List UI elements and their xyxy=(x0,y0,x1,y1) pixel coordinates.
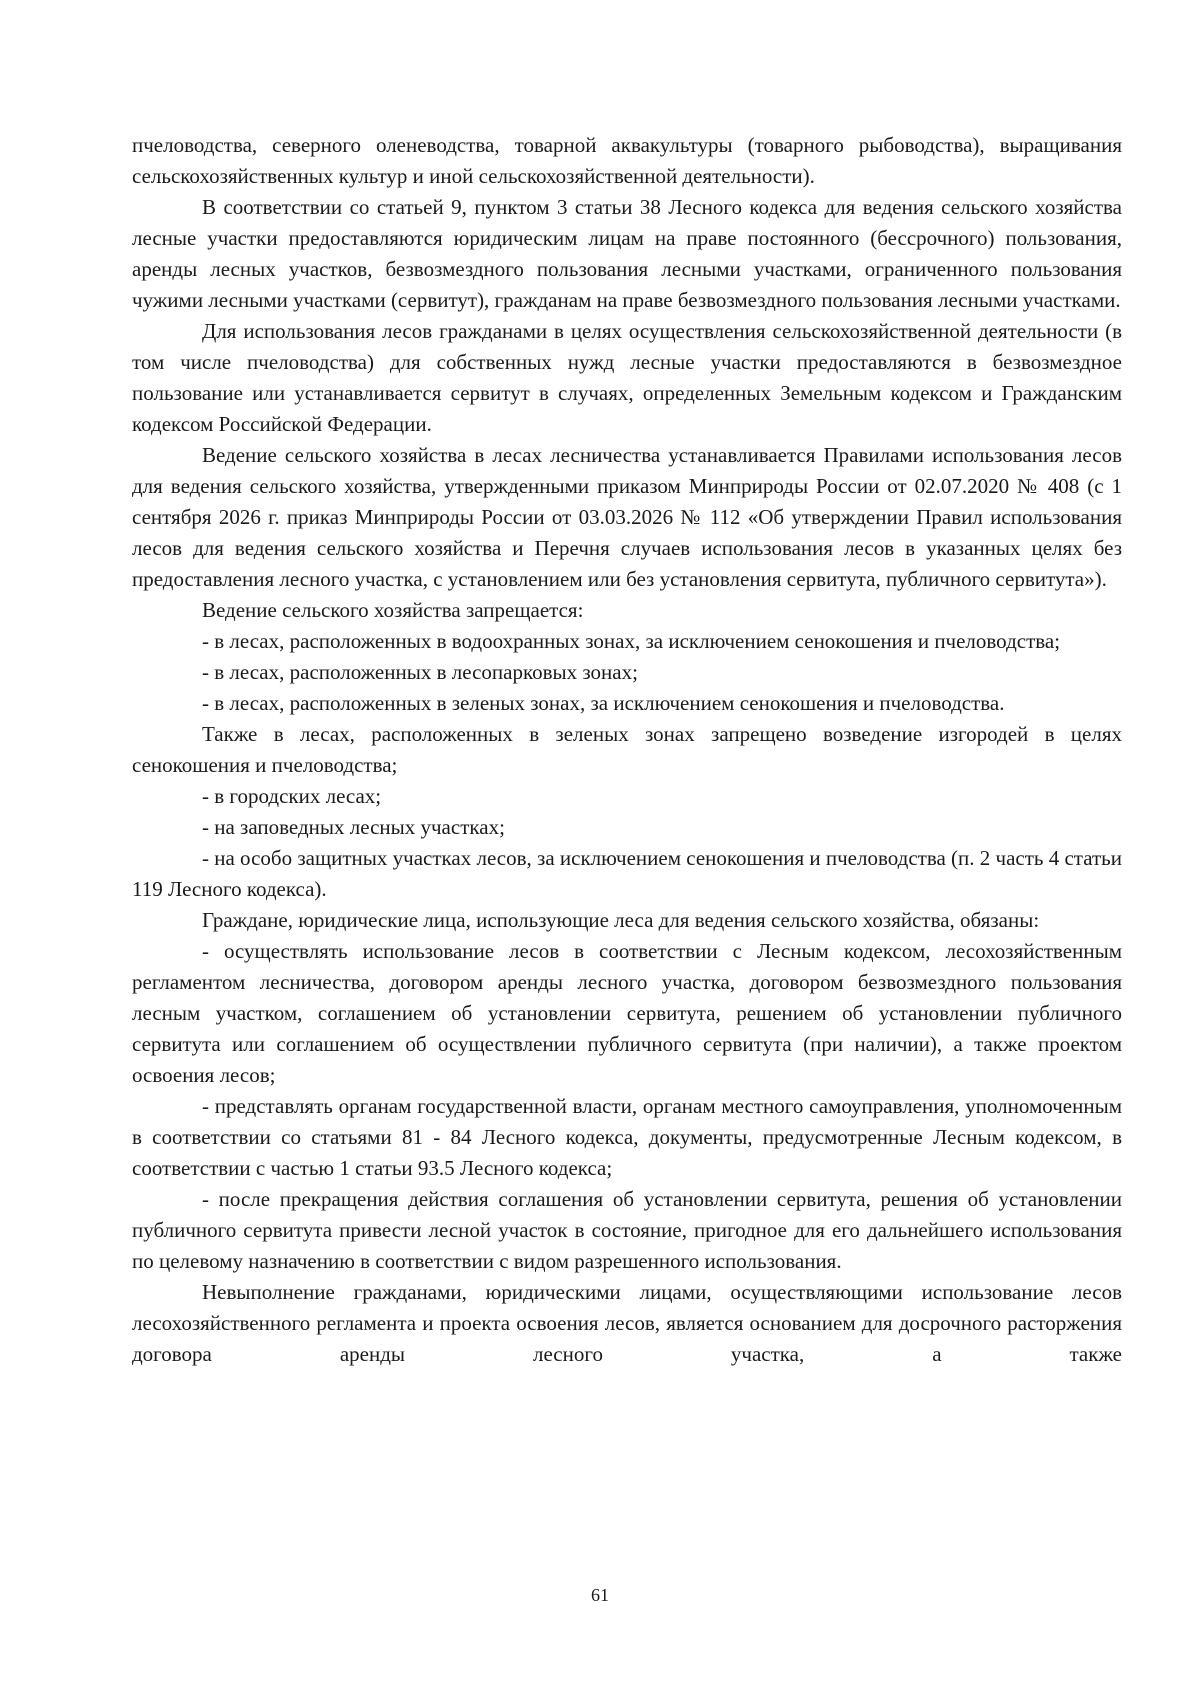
list-item: - в лесах, расположенных в зеленых зонах, за исключением сенокошения и пчеловодства. xyxy=(202,691,1005,715)
list-item: - представлять органам государственной власти, органам местного самоуправления, уполномоченным в соответствии со статьями 81 - 84 Лесного кодекса, документы, предусмотренные Лесным кодексом, в соответствии с частью 1 статьи 93.5 Лесного кодекса; xyxy=(132,1094,1122,1180)
page-number: 61 xyxy=(591,1585,609,1605)
list-item: - после прекращения действия соглашения об установлении сервитута, решения об установлении публичного сервитута привести лесной участок в состояние, пригодное для его дальнейшего использования по целевому назначению в соответствии с видом разрешенного использования. xyxy=(132,1187,1122,1273)
paragraph-5: Ведение сельского хозяйства запрещается: xyxy=(202,598,584,622)
paragraph-13: Граждане, юридические лица, использующие леса для ведения сельского хозяйства, обязаны: xyxy=(202,908,1040,932)
document-body xyxy=(132,130,1122,1370)
list-item: - осуществлять использование лесов в соответствии с Лесным кодексом, лесохозяйственным регламентом лесничества, договором аренды лесного участка, договором безвозмездного пользования лесным участком, соглашением об установлении сервитута, решением об установлении публичного сервитута или соглашением об осуществлении публичного сервитута (при наличии), а также проектом освоения лесов; xyxy=(132,939,1122,1087)
list-item: - на особо защитных участках лесов, за исключением сенокошения и пчеловодства (п. 2 часть 4 статьи 119 Лесного кодекса). xyxy=(132,846,1123,901)
list-item: - в лесах, расположенных в водоохранных зонах, за исключением сенокошения и пчеловодства; xyxy=(202,629,1061,653)
list-item: - в городских лесах; xyxy=(202,784,382,808)
paragraph-9: Также в лесах, расположенных в зеленых зонах запрещено возведение изгородей в целях сенокошения и пчеловодства; xyxy=(132,722,1122,777)
paragraph-17: Невыполнение гражданами, юридическими лицами, осуществляющими использование лесов лесохозяйственного регламента и проекта освоения лесов, является основанием для досрочного расторжения договора аренды лесного участка, а также xyxy=(132,1280,1122,1366)
list-item: - в лесах, расположенных в лесопарковых зонах; xyxy=(202,660,638,684)
paragraph-2: В соответствии со статьей 9, пунктом 3 статьи 38 Лесного кодекса для ведения сельского хозяйства лесные участки предоставляются юридическим лицам на праве постоянного (бессрочного) пользования, аренды лесных участков, безвозмездного пользования лесными участками, ограниченного пользования чужими лесными участками (сервитут), гражданам на праве безвозмездного пользования лесными участками. xyxy=(132,195,1122,312)
list-item: - на заповедных лесных участках; xyxy=(202,815,505,839)
paragraph-3: Для использования лесов гражданами в целях осуществления сельскохозяйственной деятельности (в том числе пчеловодства) для собственных нужд лесные участки предоставляются в безвозмездное пользование или устанавливается сервитут в случаях, определенных Земельным кодексом и Гражданским кодексом Российской Федерации. xyxy=(132,319,1122,436)
paragraph-4: Ведение сельского хозяйства в лесах лесничества устанавливается Правилами использования лесов для ведения сельского хозяйства, утвержденными приказом Минприроды России от 02.07.2020 № 408 (с 1 сентября 2026 г. приказ Минприроды России от 03.03.2026 № 112 «Об утверждении Правил использования лесов для ведения сельского хозяйства и Перечня случаев использования лесов в указанных целях без предоставления лесного участка, с установлением или без установления сервитута, публичного сервитута»). xyxy=(132,443,1122,591)
paragraph-1: пчеловодства, северного оленеводства, товарной аквакультуры (товарного рыбоводства), выращивания сельскохозяйственных культур и иной сельскохозяйственной деятельности). xyxy=(132,133,1122,188)
